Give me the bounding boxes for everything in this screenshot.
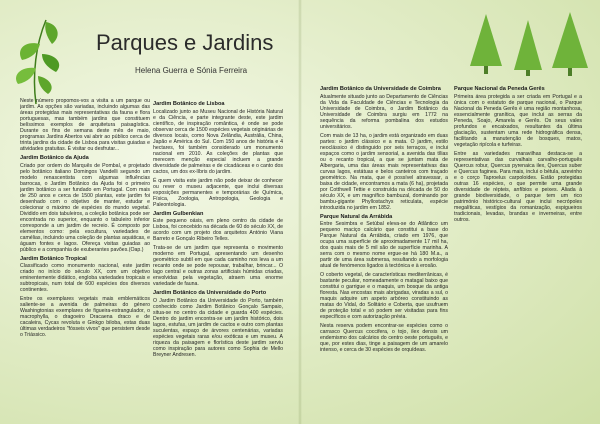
section-text-gulbenkian: Este pequeno oásis, em pleno centro da cidade de Lisboa, foi concebido na década de 60 do século XX, de acordo com um projeto dos arquitetos António Viana Barreto e Gonçalo Ribeiro Telles. (153, 218, 283, 242)
section-heading-geres: Parque Nacional da Peneda Gerês (454, 86, 545, 92)
section-text-lisboa-2: É quem visita este jardim não pode deixar de conhecer ou rever o museu adjacente, que inclui diversas exposições permanentes e temporárias de Química, Física, Zoologia, Antropologia, Geologia e Paleontologia. (153, 177, 283, 208)
column-3 (320, 84, 448, 419)
leaf-icon (6, 14, 70, 106)
section-text-geres-2: Entre as variedades maravilhas destaca-se a representativas das curvalhais carvalho-português Quercus robur, Quercus pyrenaica ilex, Quercus suber e Quercus faginea. Para mais, inclui o bétula, azevinho e o corço Taproelus carpoloides. Estão protegidas outras 16 espécies, o que permite uma grande diversidade de répteis, anfíbios e peixes. Aliada à grande biodiversidade, o parque tem um rico património histórico-cultural que inclui necrópoles megalíticas, vestígios da romanização, espigueiros tradicionais, levadas, brandas e inverneiras, entre outros. (454, 150, 582, 223)
section-text-gulbenkian-2: Trata-se de um jardim que representa o movimento moderno em Portugal, apresentando um desenho geométrico subtil em que cada caminho nos leva a um recanto onde se pode repousar, trabalhar, brincar... O lago central e outras zonas artificiais húmidas criadas, envolvidas pela vegetação, atraem uma enorme variedade de fauna. (153, 245, 283, 287)
trees-icon (466, 10, 594, 78)
section-text-coimbra: Atualmente situado junto ao Departamento de Ciências da Vida da Faculdade de Ciências e Tecnologia da Universidade de Coimbra, o Jardim Botânico da Universidade de Coimbra surgiu em 1772 na sequência da reforma pombalina dos estudos universitários. (320, 93, 448, 130)
section-heading-arrabida: Parque Natural da Arrábida (320, 213, 393, 220)
section-heading-tropical: Jardim Botânico Tropical (20, 255, 87, 262)
section-text-arrabida: Entre Sesimbra e Setúbal eleva-se do Atlântico um pequeno maciço calcário que constitui a base do Parque Natural da Arrábida, criado em 1976, que ocupa uma superfície de aproximadamente 17 mil ha, dos quais mais de 5 mil são de superfície marinha. A serra com o mesmo nome ergue-se há 180 M.a., a partir de uma área submersa, resultando a morfologia atual de fenómenos ligados à tectónica e à erosão. (320, 221, 448, 269)
section-text-lisboa: Localizado junto ao Museu Nacional de História Natural e da Ciência, e parte integrante deste, este jardim científico, de inspiração romântica, é onde se pode observar cerca de 1500 espécies vegetais originárias de diversos locais, como Nova Zelândia, Austrália, China, Japão e América do Sul. Com 150 anos de história e 4 hectares, foi também considerado um monumento nacional em 2010. As coleções de plantas que merecem menção especial incluem a grande diversidade de palmeiras e de cicadáceas e o canto dos cactos, um dos ex-líbris do jardim. (153, 108, 283, 175)
section-text-tropical: Classificado como monumento nacional, este jardim criado no início do século XX, com um objetivo eminentemente didático, engloba variedades tropicais e subtropicais, num total de 600 espécies dos diversos continentes. (20, 263, 150, 293)
intro-paragraph: Neste número propomos-vos a visita a um parque ou jardim. As opções são variadas, incluindo algumas das áreas protegidas mais representativas da fauna e flora portuguesas, mas também jardins que constituem belíssimos exemplos de arquitetura paisagística. Durante os fins de semana deste mês de maio, programas Jardins Abertos vai abrir ao público cerca de trinta jardins da cidade de Lisboa para visitas guiadas e atividades gratuitas. É visitar ou desfrutar... (20, 98, 150, 152)
section-text-geres: Primeira área protegida a ser criada em Portugal e a única com o estatuto de parque nacional, o Parque Nacional da Peneda Gerês é uma região montanhosa, essencialmente granítica, que inclui as serras da Peneda, Soajo, Amarela e Gerês. Os seus vales profundos e encaixados, resultantes da última glaciação, sustentam uma rede hidrográfica densa, facilitando a manutenção de bosques, matos, vegetação ripícola e turfeiras. (454, 93, 582, 148)
section-heading-coimbra: Jardim Botânico da Universidade de Coimbra (320, 86, 441, 92)
section-text-arrabida-2: O coberto vegetal, de características mediterrânicas, é bastante peculiar, nomeadamente o matagal baixo que constitui o garrigue e o maquis, um bosque da antiga floresta. Nas encostas mais abrigadas, viradas a sul, o maquis adquire um aspeto arbóreo constituindo as matas do Vidal, do Solitário e Coberta, que usufruem de proteção total e só podem ser visitadas para fins específicos e com autorização prévia. (320, 272, 448, 320)
column-1 (20, 98, 150, 418)
section-text-porto: O Jardim Botânico da Universidade do Porto, também conhecido como Jardim Botânico Gonçalo Sampaio, situa-se no centro da cidade e guarda 400 espécies. Dentro do jardim encontra-se um jardim histórico, dois lagos, estufas, um jardim de cactos e outro com plantas suculentas, espaço de árvores centenárias, variadas espécies vegetais raras e/ou exóticas e um museu. A riqueza da paisagem e florística deste jardim serviu como inspiração para autores como Sophia de Mello Breyner Andresen. (153, 297, 283, 358)
section-text-arrabida-3: Nesta reserva podem encontrar-se espécies como o carrasco Quercus coccifera, o tojo, ilex densis um endemismo dos calcários do centro oeste português, e que, por estes dias, tinge a paisagem de um amarelo intenso, e cerca de 30 espécies de orquídeas. (320, 323, 448, 353)
column-2 (153, 99, 283, 419)
section-text-tropical-2: Entre os exemplares vegetais mais emblemáticos saliente-se a avenida de palmeiras do género Washingtonias exemplares de figueira-estrangulador, o macrophylla, o dragoeiro Dracaena draco e de cacaleira, Cycas revoluta e Ginkgo biloba, estas duas últimas verdadeiros "fósseis vivos" que persistem desde o Triássico. (20, 296, 150, 338)
section-heading-gulbenkian: Jardim Gulbenkian (153, 210, 204, 217)
section-text-ajuda: Criado por ordem do Marquês de Pombal, e projetado pelo botânico italiano Domingos Vandelli segundo um modelo renascentista com algumas influências barrocas, o Jardim Botânico da Ajuda foi o primeiro jardim botânico a ser fundado em Portugal. Com mais de 250 anos e cerca de 1500 plantas, este jardim foi desenhado com o objetivo de manter, estudar e colecionar o máximo de espécies do mundo vegetal. Dividido em dois tabuleiros, a coleção botânica pode ser encontrada no superior, enquanto o tabuleiro inferior corresponde a um jardim de recreio. É composto por elementos como: pela escultura, variedades de camélias, incluindo uma coleção de plantas aquáticas, e águam fontes e lagos. Ofereça visitas guiadas ao público e a companhia de exuberantes pavões.(Oap.) (20, 162, 150, 253)
page-title: Parques e Jardins (96, 30, 274, 55)
column-4 (454, 84, 582, 419)
section-heading-ajuda: Jardim Botânico da Ajuda (20, 155, 89, 161)
authors: Helena Guerra e Sónia Ferreira (135, 66, 248, 75)
section-heading-lisboa: Jardim Botânico de Lisboa (153, 101, 225, 107)
page-fold (298, 0, 302, 424)
section-text-coimbra-2: Com mais de 13 ha, o jardim está organizado em duas partes: o jardim clássico e a mata. O jardim, estilo neoclássico é distinguido por seis terraços, e inclui espaços como o jardim sensorial, a avenida das tílias ou o recanto tropical, a que se juntam mata de Albergaria, uma das áreas mais representativas das curvas lagos, estátuas e belos canteiros com traçado geométrico. Na mata, que é possível atravessar, a baixa de cidade, encontramos a mata (6 ha), projetada por Cotthwell Tettie e construída na década de 50 do século XX, e um magnífico bambuzal, dominando por bambu-gigante Phyllostachys reticulata, espécie introduzida no jardim em 1852. (320, 132, 448, 211)
section-heading-porto: Jardim Botânico da Universidade do Porto (153, 290, 267, 296)
